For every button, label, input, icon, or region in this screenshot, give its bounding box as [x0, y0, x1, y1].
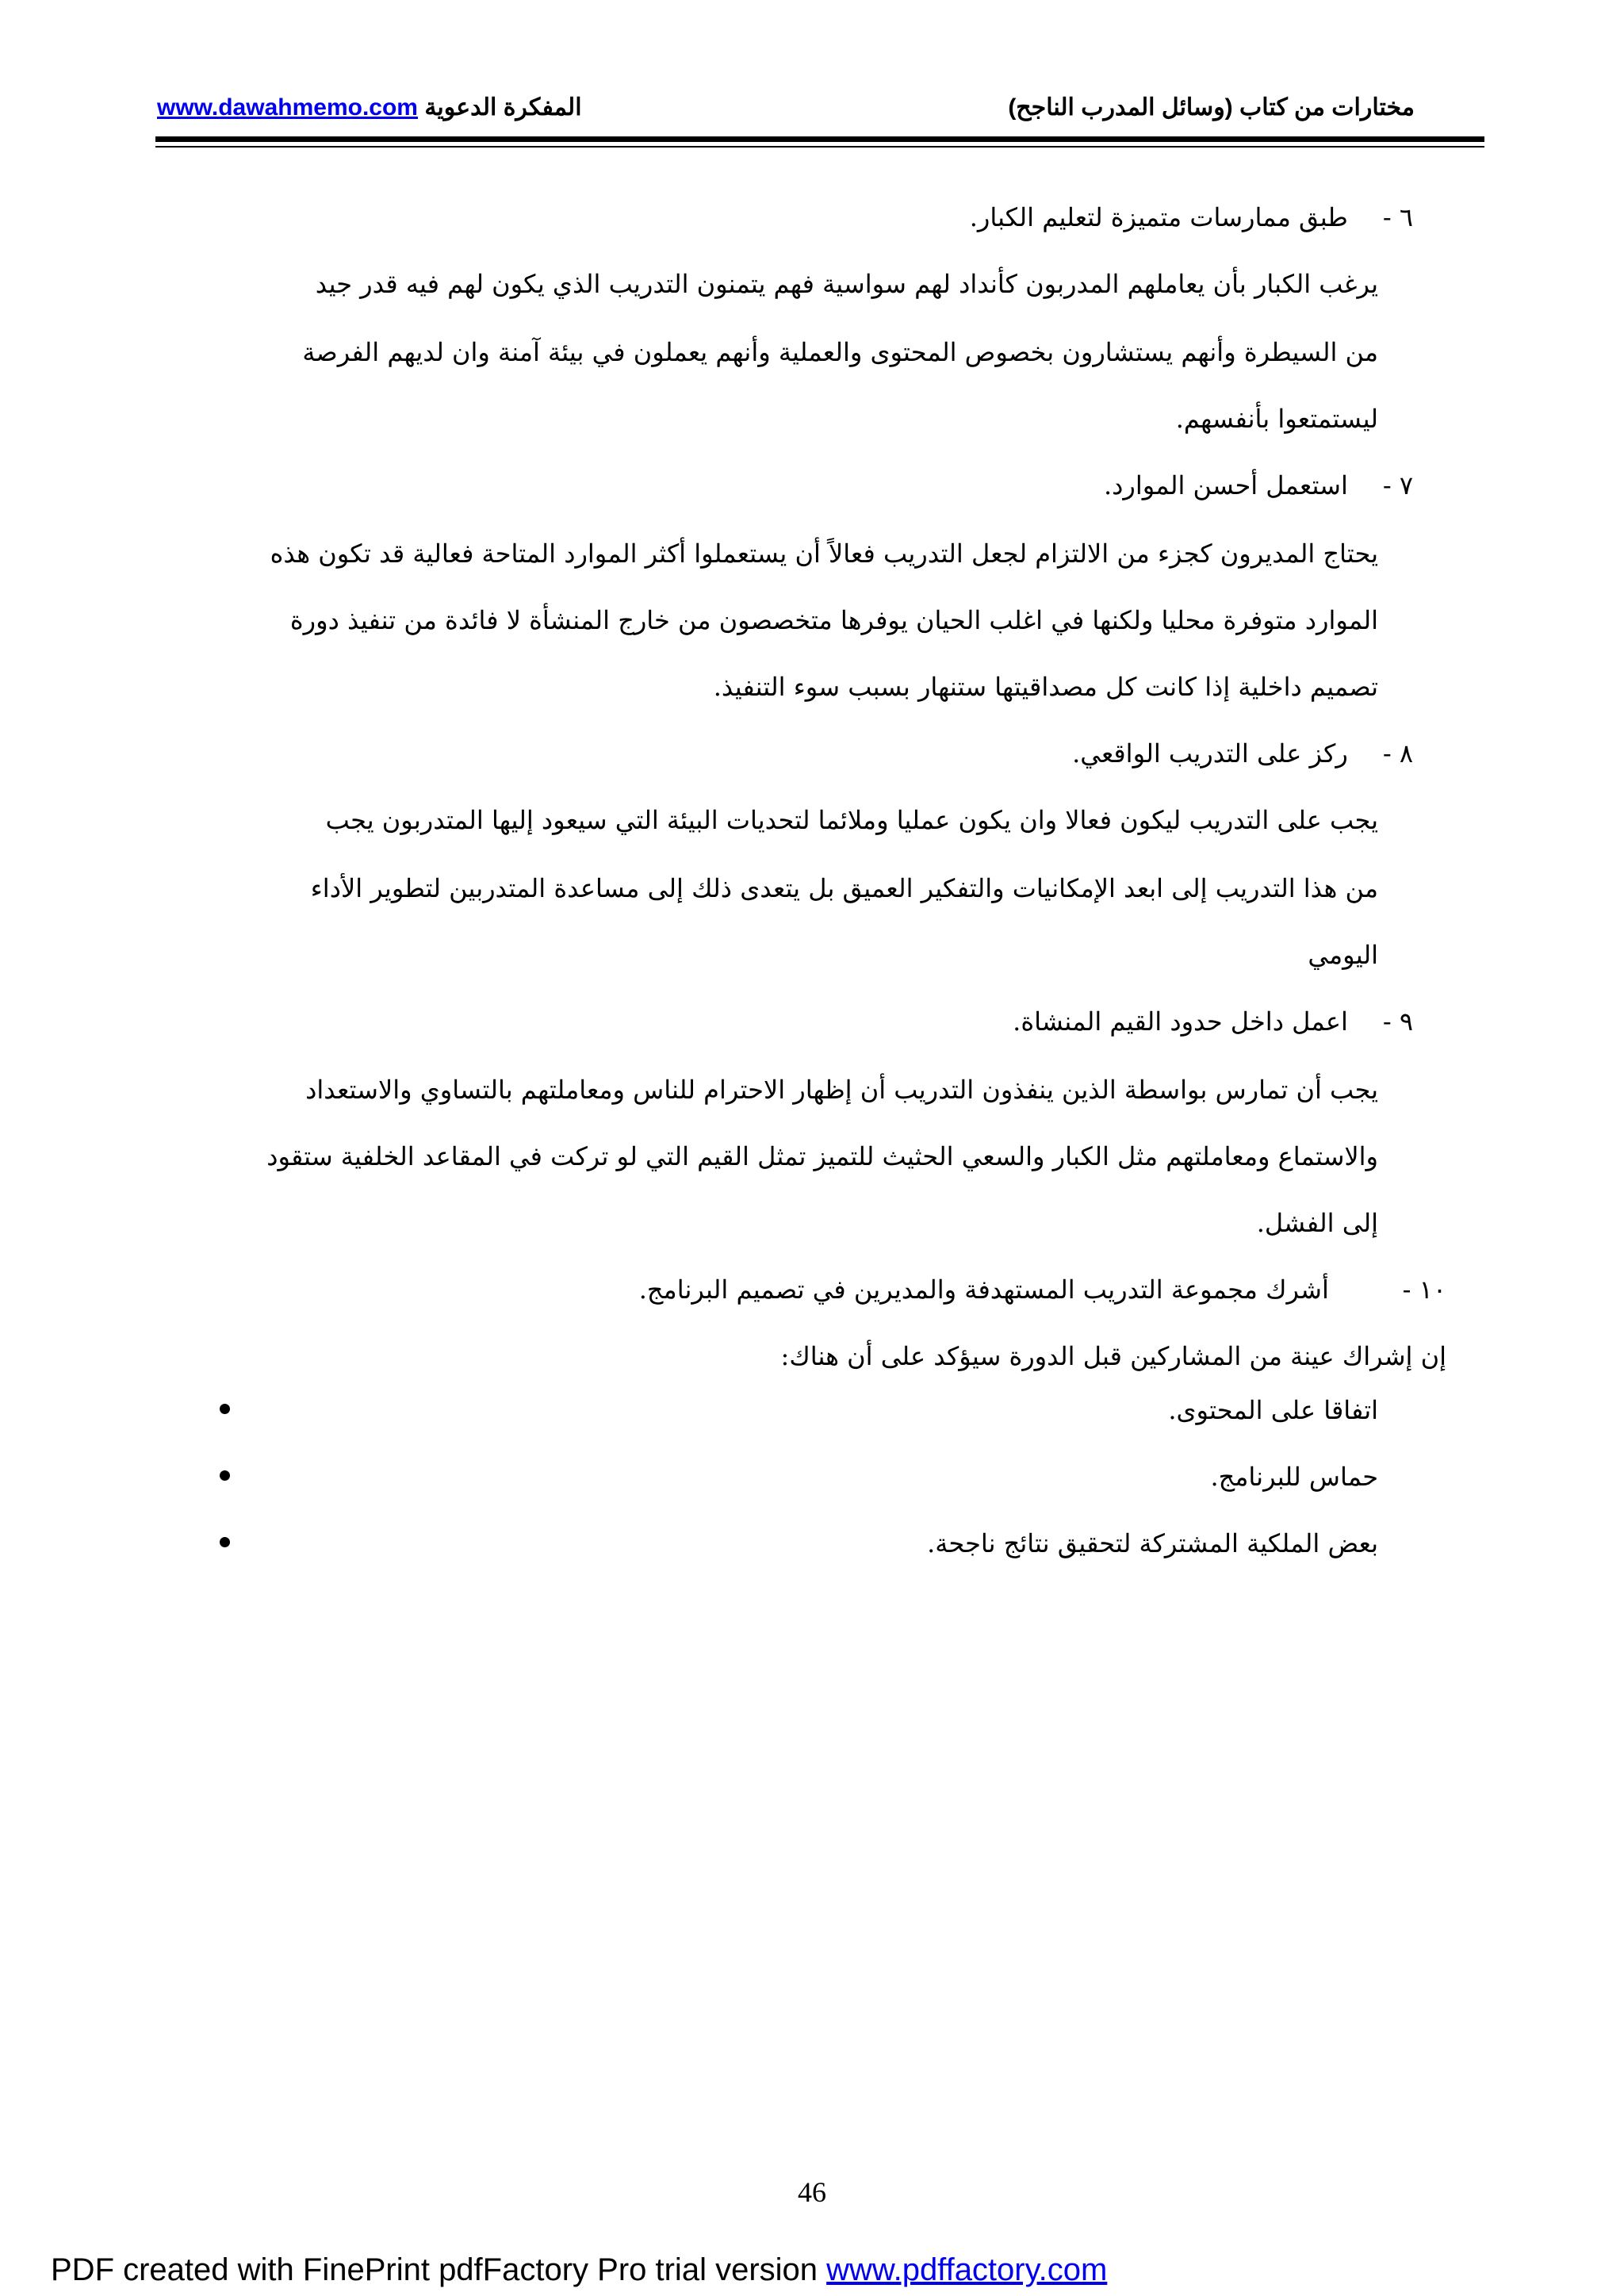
- section-10-intro: إن إشراك عينة من المشاركين قبل الدورة سيؤكد على أن هناك:: [780, 1341, 1446, 1371]
- section-number: ٦ -: [1382, 202, 1413, 232]
- page-number: 46: [798, 2176, 826, 2208]
- pdf-footer: [51, 2251, 1107, 2289]
- section-7-line-3: تصميم داخلية إذا كانت كل مصداقيتها ستنهار بسبب سوء التنفيذ.: [713, 672, 1378, 702]
- site-brand: [157, 92, 582, 124]
- header-rule-thin: [155, 146, 1484, 148]
- section-number: ٧ -: [1382, 470, 1413, 500]
- section-title: استعمل أحسن الموارد.: [1103, 470, 1348, 500]
- section-6-line-1: يرغب الكبار بأن يعاملهم المدربون كأنداد لهم سواسية فهم يتمنون التدريب الذي يكون لهم فيه قدر جيد: [315, 269, 1378, 299]
- brand-name: المفكرة الدعوية: [424, 94, 582, 121]
- section-8-heading: [1072, 726, 1413, 780]
- bullet-item-2: حماس للبرنامج.: [1210, 1462, 1378, 1492]
- section-9-heading: [1013, 995, 1413, 1048]
- site-link[interactable]: www.dawahmemo.com: [157, 94, 418, 121]
- section-number: ١٠ -: [1402, 1274, 1446, 1305]
- section-title: أشرك مجموعة التدريب المستهدفة والمديرين في تصميم البرنامج.: [638, 1274, 1329, 1305]
- bullet-icon: [220, 1537, 230, 1547]
- bullet-icon: [220, 1404, 230, 1414]
- section-6-line-3: ليستمتعوا بأنفسهم.: [1175, 404, 1378, 434]
- section-7-line-1: يحتاج المديرون كجزء من الالتزام لجعل التدريب فعالاً أن يستعملوا أكثر الموارد المتاحة فعالية قد تكون هذه: [270, 539, 1378, 569]
- section-title: ركز على التدريب الواقعي.: [1072, 738, 1348, 769]
- document-title: مختارات من كتاب (وسائل المدرب الناجح): [1008, 94, 1415, 121]
- bullet-item-1: اتفاقا على المحتوى.: [1168, 1395, 1378, 1425]
- section-10-heading: [639, 1263, 1446, 1317]
- section-6-heading: [970, 190, 1413, 244]
- section-6-line-2: من السيطرة وأنهم يستشارون بخصوص المحتوى والعملية وأنهم يعملون في بيئة آمنة وان لديهم الفرصة: [302, 337, 1378, 367]
- section-9-line-1: يجب أن تمارس بواسطة الذين ينفذون التدريب أن إظهار الاحترام للناس ومعاملتهم بالتساوي والاستعداد: [305, 1075, 1378, 1105]
- bullet-item-3: بعض الملكية المشتركة لتحقيق نتائج ناجحة.: [927, 1528, 1378, 1558]
- section-9-line-3: إلى الفشل.: [1256, 1208, 1378, 1238]
- section-8-line-2: من هذا التدريب إلى ابعد الإمكانيات والتفكير العميق بل يتعدى ذلك إلى مساعدة المتدربين لتطوير الأداء: [310, 873, 1378, 903]
- section-number: ٨ -: [1382, 738, 1413, 769]
- footer-link[interactable]: www.pdffactory.com: [826, 2252, 1108, 2287]
- section-number: ٩ -: [1382, 1006, 1413, 1037]
- section-7-heading: [1104, 458, 1413, 512]
- section-8-line-1: يجب على التدريب ليكون فعالا وان يكون عمليا وملائما لتحديات البيئة التي سيعود إليها المتدربون يجب: [325, 805, 1378, 835]
- section-9-line-2: والاستماع ومعاملتهم مثل الكبار والسعي الحثيث للتميز تمثل القيم التي لو تركت في المقاعد الخلفية ستقود: [266, 1141, 1378, 1171]
- header-rule-thick: [155, 136, 1484, 142]
- bullet-icon: [220, 1470, 230, 1481]
- footer-text: PDF created with FinePrint pdfFactory Pro trial version: [51, 2252, 827, 2287]
- section-7-line-2: الموارد متوفرة محليا ولكنها في اغلب الحيان يوفرها متخصصون من خارج المنشأة لا فائدة من تنفيذ دورة: [289, 605, 1378, 635]
- section-8-line-3: اليومي: [1308, 940, 1378, 970]
- section-title: طبق ممارسات متميزة لتعليم الكبار.: [969, 202, 1348, 232]
- section-title: اعمل داخل حدود القيم المنشاة.: [1013, 1006, 1348, 1037]
